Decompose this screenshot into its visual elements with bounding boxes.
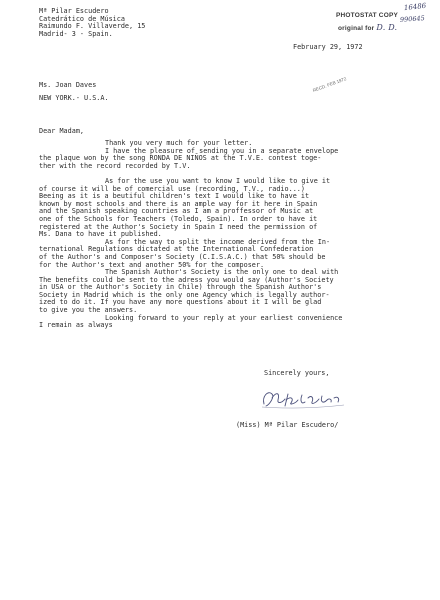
body-line: As for the way to split the income derived from the In- — [105, 237, 331, 246]
original-for-stamp — [338, 24, 397, 33]
sender-title: Catedrático de Música — [39, 14, 125, 23]
body-line: Thank you very much for your letter. — [105, 139, 253, 147]
sender-street: Raimundo F. Villaverde, 15 — [39, 22, 146, 31]
body-line: to give you the answers. — [39, 306, 138, 315]
recipient-block — [39, 82, 109, 102]
body-line: As for the use you want to know I would like to give it — [105, 176, 331, 185]
body-line: the plaque won by the song RONDA DE NIÑOS at the T.V.E. contest toge- — [39, 154, 322, 163]
photostat-stamp: PHOTOSTAT COPY — [336, 12, 399, 19]
body-line: ternational Regulations dictated at the International Confederation — [39, 245, 314, 254]
body-line: I have the pleasure of sending you in a separate envelope — [105, 146, 339, 155]
recipient-city: NEW YORK.- U.S.A. — [39, 93, 109, 102]
body-line: and the Spanish speaking countries as I am a proffessor of Music at — [39, 207, 314, 216]
body-line: known by most schools and there is an ample way for it here in Spain — [39, 199, 318, 208]
original-for-initials: D. D. — [376, 23, 398, 32]
sender-name: Mª Pilar Escudero — [39, 7, 109, 15]
salutation: Dear Madam, — [39, 127, 85, 135]
sender-block — [39, 8, 145, 38]
body-line: Ms. Dana to have it published. — [39, 230, 162, 239]
body-line: of the Author's and Composer's Society (C.I.S.A.C.) that 50% should be — [39, 252, 326, 261]
handwritten-number: 16486 — [403, 1, 427, 13]
body-line: ized to do it. If you have any more questions about it I will be glad — [39, 298, 322, 307]
body-line: I remain as always — [39, 321, 113, 330]
body-line: Looking forward to your reply at your earliest convenience — [105, 313, 343, 322]
received-stamp: RECD. FEB 1972 — [312, 76, 347, 93]
body-line: Beeing as it is a beutiful children's text I would like to have it — [39, 192, 310, 201]
body-line: ther with the record recorded by T.V. — [39, 161, 191, 170]
handwritten-ref: 990645 — [399, 14, 426, 24]
letter-body — [39, 140, 424, 330]
body-line: The Spanish Author's Society is the only one to deal with — [105, 268, 339, 277]
body-line: for the Author's text and another 50% for the composer. — [39, 260, 265, 269]
body-line: in USA or the Author's Society in Chile) through the Spanish Author's — [39, 283, 322, 292]
signature-name: (Miss) Mª Pilar Escudero/ — [236, 421, 339, 429]
handwritten-signature — [258, 386, 348, 412]
body-line: of course it will be of comercial use (recording, T.V., radio...) — [39, 184, 305, 193]
letter-page — [6, 1, 434, 594]
body-line: The benefits could be sent to the adress you would say (Author's Society — [39, 275, 334, 284]
body-line: registered at the Author's Society in Spain I need the permission of — [39, 222, 318, 231]
sender-city: Madrid- 3 - Spain. — [39, 29, 113, 38]
body-line: Society in Madrid which is the only one Agency which is legally author- — [39, 290, 330, 299]
recipient-name: Ms. Joan Daves — [39, 81, 97, 89]
closing: Sincerely yours, — [264, 369, 330, 377]
letter-date: February 29, 1972 — [293, 43, 363, 51]
body-line: one of the Schools for Teachers (Toledo, Spain). In order to have it — [39, 214, 318, 223]
original-for-label: original for — [338, 25, 375, 32]
